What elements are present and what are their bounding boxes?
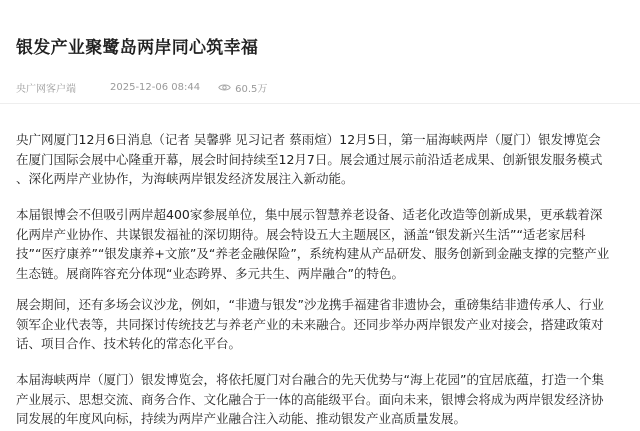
- paragraph-line: 同发展的年度风向标，持续为两岸产业融合注入动能、推动银发产业高质量发展。: [16, 411, 467, 426]
- header-divider: [0, 103, 640, 104]
- paragraph-line: 化两岸产业协作、共谋银发福祉的深切期待。展会特设五大主题展区，涵盖“银发新兴生活”“适老家居科: [16, 226, 586, 242]
- article-source[interactable]: 央广网客户端: [16, 84, 76, 95]
- article-paragraph-3: [16, 295, 626, 354]
- article-meta: [16, 80, 267, 95]
- eye-icon: [218, 83, 231, 92]
- article-paragraph-2: [16, 205, 626, 283]
- paragraph-line: 生态链。展商阵容充分体现“业态跨界、多元共生、两岸融合”的特色。: [16, 265, 404, 281]
- article-paragraph-1: [16, 130, 626, 189]
- publish-time: 2025-12-06 08:44: [110, 82, 201, 93]
- paragraph-line: 央广网厦门12月6日消息（记者 吴馨骅 见习记者 蔡雨煊）12月5日，第一届海峡两岸（厦门）银发博览会: [16, 132, 601, 147]
- article-paragraph-4: [16, 370, 626, 429]
- paragraph-line: 在厦门国际会展中心隆重开幕，展会时间持续至12月7日。展会通过展示前沿适老成果、创新银发服务模式: [16, 151, 603, 167]
- paragraph-line: 产业展示、思想交流、商务合作、文化融合于一体的高能级平台。面向未来，银博会将成为两岸银发经济协: [16, 391, 604, 407]
- view-count-value: 60.5万: [235, 84, 268, 95]
- paragraph-line: 本届银博会不但吸引两岸超400家参展单位，集中展示智慧养老设备、适老化改造等创新成果，更承载着深: [16, 207, 603, 222]
- paragraph-line: 展会期间，还有多场会议沙龙，例如，“非遗与银发”沙龙携手福建省非遗协会，重磅集结非遗传承人、行业: [16, 297, 604, 312]
- paragraph-line: 本届海峡两岸（厦门）银发博览会，将依托厦门对台融合的先天优势与“海上花园”的宜居底蕴，打造一个集: [16, 372, 604, 387]
- paragraph-line: 话、项目合作、技术转化的常态化平台。: [16, 336, 242, 351]
- article-title: 银发产业聚鹭岛两岸同心筑幸福: [16, 38, 259, 58]
- paragraph-line: 领军企业代表等，共同探讨传统技艺与养老产业的未来融合。还同步举办两岸银发产业对接会，搭建政策对: [16, 316, 604, 332]
- paragraph-line: 、深化两岸产业协作，为海峡两岸银发经济发展注入新动能。: [16, 171, 354, 186]
- view-count: [218, 80, 267, 95]
- paragraph-line: 技”“医疗康养”“银发康养+文旅”及“养老金融保险”，系统构建从产品研发、服务创新到金融支撑的完整产业: [16, 246, 610, 261]
